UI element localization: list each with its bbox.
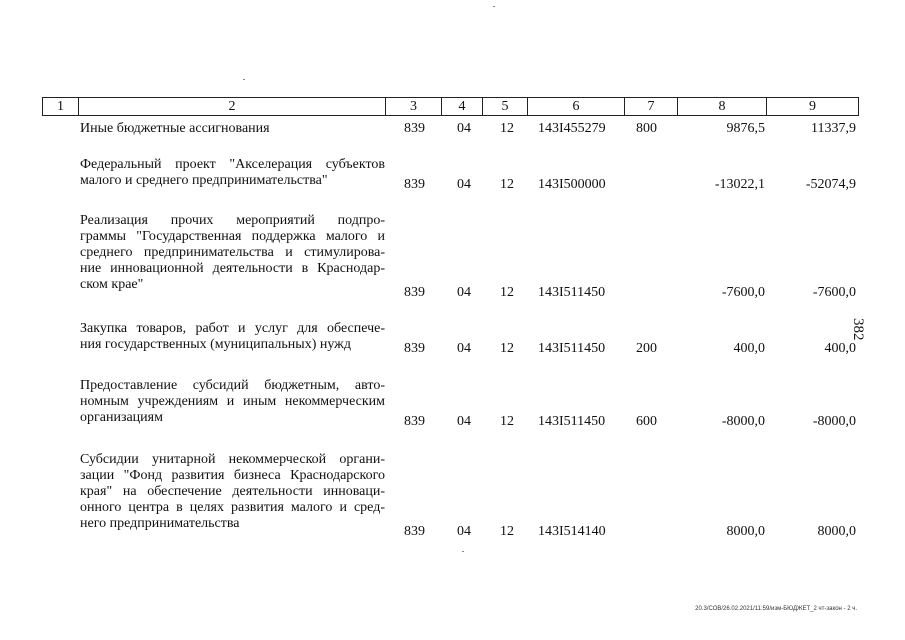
row-c7: 800 <box>636 121 657 136</box>
row-c5: 12 <box>500 414 514 429</box>
row-description: Закупка товаров, работ и услуг для обеспече- ния государственных (муниципальных) нужд <box>80 321 385 352</box>
row-c8: 8000,0 <box>726 524 765 539</box>
row-c9: 400,0 <box>824 341 856 356</box>
col-header-4: 4 <box>442 98 483 116</box>
col-header-9: 9 <box>767 98 859 116</box>
row-c6: 143I511450 <box>538 285 606 300</box>
row-c4: 04 <box>457 414 471 429</box>
row-c8: -7600,0 <box>721 285 765 300</box>
row-c6: 143I500000 <box>538 177 606 192</box>
row-c6: 143I511450 <box>538 341 606 356</box>
row-c9: 11337,9 <box>811 121 856 136</box>
row-c5: 12 <box>500 121 514 136</box>
col-header-8: 8 <box>678 98 767 116</box>
row-c5: 12 <box>500 341 514 356</box>
row-c3: 839 <box>404 341 425 356</box>
row-c8: 400,0 <box>733 341 765 356</box>
page-number: 382 <box>850 318 866 341</box>
row-c3: 839 <box>404 177 425 192</box>
row-c7: 600 <box>636 414 657 429</box>
row-c3: 839 <box>404 121 425 136</box>
row-c7: 200 <box>636 341 657 356</box>
row-c3: 839 <box>404 524 425 539</box>
row-c4: 04 <box>457 285 471 300</box>
row-c9: -7600,0 <box>812 285 856 300</box>
row-c9: -52074,9 <box>805 177 856 192</box>
scan-speck <box>462 551 464 552</box>
col-header-1: 1 <box>43 98 79 116</box>
row-c8: -13022,1 <box>714 177 765 192</box>
row-c5: 12 <box>500 285 514 300</box>
col-header-6: 6 <box>528 98 625 116</box>
row-description: Федеральный проект "Акселерация субъектов малого и среднего предпринимательства" <box>80 157 385 188</box>
row-c5: 12 <box>500 177 514 192</box>
row-c4: 04 <box>457 524 471 539</box>
scan-speck <box>493 6 495 7</box>
row-c3: 839 <box>404 414 425 429</box>
footer-stamp: 20.3/СОВ/26.02.2021/11:59/изм-БЮДЖЕТ_2 чт-закон - 2 ч. <box>695 606 857 612</box>
row-c3: 839 <box>404 285 425 300</box>
row-c8: -8000,0 <box>721 414 765 429</box>
row-description: Реализация прочих мероприятий подпро- граммы "Государственная поддержка малого и среднего предпринимательства и стимулирова- ние инновационной деятельности в Краснодар- ском крае" <box>80 213 385 292</box>
row-c6: 143I514140 <box>538 524 606 539</box>
row-c4: 04 <box>457 121 471 136</box>
row-c8: 9876,5 <box>726 121 765 136</box>
scan-speck <box>243 79 245 80</box>
row-c5: 12 <box>500 524 514 539</box>
col-header-3: 3 <box>386 98 442 116</box>
col-header-7: 7 <box>625 98 678 116</box>
row-description: Иные бюджетные ассигнования <box>80 121 270 136</box>
row-description: Предоставление субсидий бюджетным, авто- номным учреждениям и иным некоммерческим организациям <box>80 378 385 425</box>
row-c6: 143I455279 <box>538 121 606 136</box>
col-header-2: 2 <box>79 98 386 116</box>
row-c9: -8000,0 <box>812 414 856 429</box>
column-header-table <box>42 97 859 116</box>
row-c4: 04 <box>457 177 471 192</box>
row-c4: 04 <box>457 341 471 356</box>
row-c6: 143I511450 <box>538 414 606 429</box>
row-c9: 8000,0 <box>817 524 856 539</box>
col-header-5: 5 <box>483 98 528 116</box>
row-description: Субсидии унитарной некоммерческой органи- зации "Фонд развития бизнеса Краснодарского края" на обеспечение деятельности инноваци- онного центра в целях развития малого и сред- него предпринимательства <box>80 452 385 531</box>
